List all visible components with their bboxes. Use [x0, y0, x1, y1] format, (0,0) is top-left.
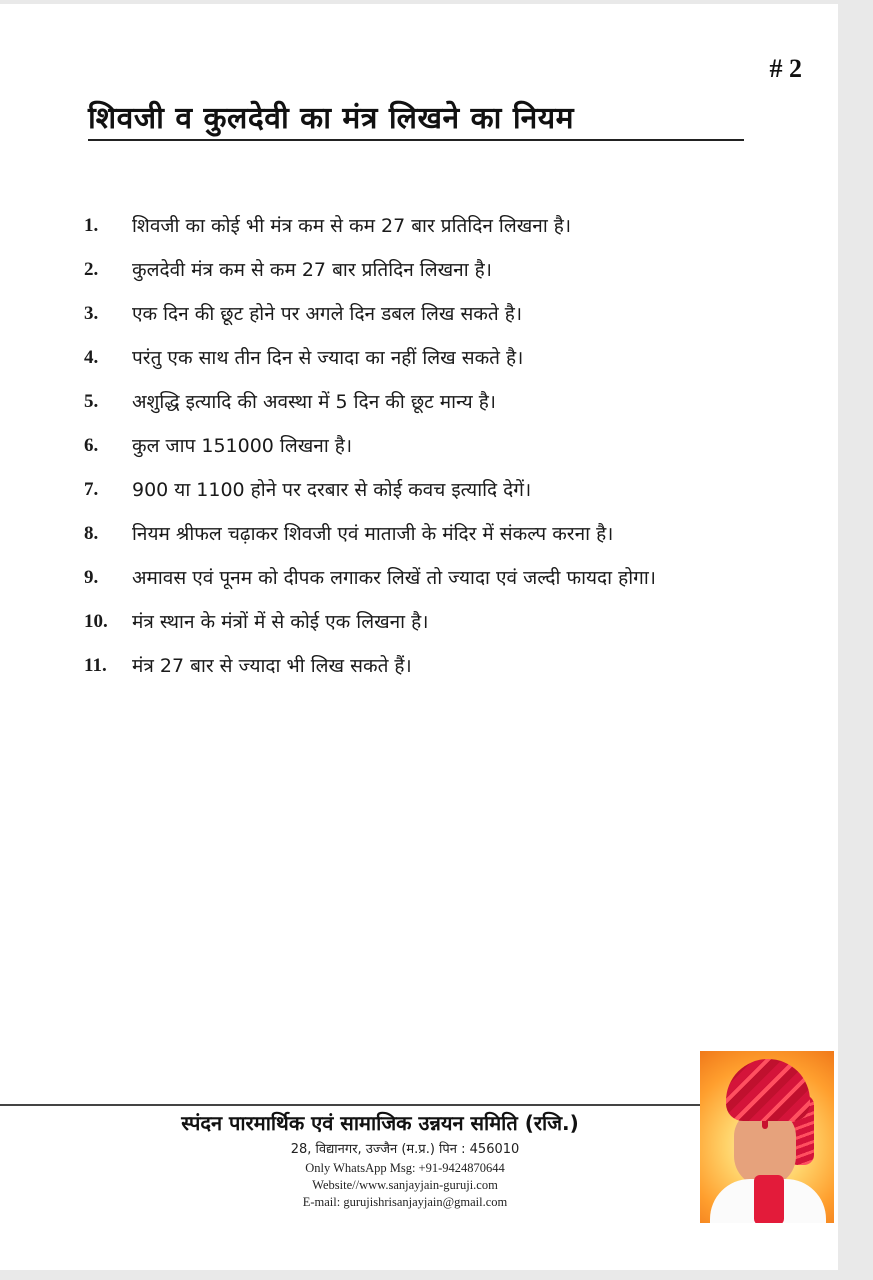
rules-list	[84, 204, 774, 688]
rule-text: अशुद्धि इत्यादि की अवस्था में 5 दिन की छूट मान्य है।	[132, 391, 497, 413]
rule-number: 5.	[84, 391, 99, 412]
organization-address: 28, विद्यानगर, उज्जैन (म.प्र.) पिन : 456010	[290, 1142, 520, 1157]
organization-name: स्पंदन पारमार्थिक एवं सामाजिक उन्नयन समिति (रजि.)	[181, 1111, 579, 1135]
rule-item	[84, 600, 774, 644]
rule-number: 11.	[84, 655, 107, 676]
rule-item	[84, 336, 774, 380]
whatsapp-contact: Only WhatsApp Msg: +91-9424870644	[305, 1161, 505, 1175]
rule-text: 900 या 1100 होने पर दरबार से कोई कवच इत्यादि देगें।	[132, 479, 532, 501]
rule-item	[84, 644, 774, 688]
rule-number: 4.	[84, 347, 99, 368]
rule-item	[84, 556, 774, 600]
rule-item	[84, 248, 774, 292]
rule-number: 2.	[84, 259, 99, 280]
rule-item	[84, 424, 774, 468]
page-number: # 2	[769, 54, 802, 83]
rule-text: परंतु एक साथ तीन दिन से ज्यादा का नहीं लिख सकते है।	[132, 347, 524, 369]
page-title: शिवजी व कुलदेवी का मंत्र लिखने का नियम	[88, 96, 744, 141]
rule-number: 3.	[84, 303, 99, 324]
rule-text: मंत्र 27 बार से ज्यादा भी लिख सकते हैं।	[132, 655, 412, 677]
rule-number: 10.	[84, 611, 108, 632]
rule-number: 8.	[84, 523, 99, 544]
rule-item	[84, 204, 774, 248]
rule-text: कुल जाप 151000 लिखना है।	[132, 435, 353, 457]
rule-text: मंत्र स्थान के मंत्रों में से कोई एक लिखना है।	[132, 611, 429, 633]
rule-text: शिवजी का कोई भी मंत्र कम से कम 27 बार प्रतिदिन लिखना है।	[132, 215, 572, 237]
rule-text: अमावस एवं पूनम को दीपक लगाकर लिखें तो ज्यादा एवं जल्दी फायदा होगा।	[132, 567, 656, 589]
rule-number: 6.	[84, 435, 99, 456]
rule-number: 7.	[84, 479, 99, 500]
rule-item	[84, 512, 774, 556]
website-contact: Website//www.sanjayjain-guruji.com	[312, 1178, 498, 1192]
rule-text: एक दिन की छूट होने पर अगले दिन डबल लिख सकते है।	[132, 303, 523, 325]
turban	[726, 1059, 810, 1121]
rule-number: 9.	[84, 567, 99, 588]
rule-item	[84, 468, 774, 512]
rule-number: 1.	[84, 215, 99, 236]
guru-portrait-photo	[700, 1051, 834, 1223]
rule-text: कुलदेवी मंत्र कम से कम 27 बार प्रतिदिन लिखना है।	[132, 259, 492, 281]
rule-text: नियम श्रीफल चढ़ाकर शिवजी एवं माताजी के मंदिर में संकल्प करना है।	[132, 523, 614, 545]
rule-item	[84, 292, 774, 336]
email-contact: E-mail: gurujishrisanjayjain@gmail.com	[302, 1195, 508, 1209]
rule-item	[84, 380, 774, 424]
portrait-scarf	[754, 1175, 784, 1223]
document-page	[0, 4, 838, 1270]
organization-footer	[0, 1106, 700, 1211]
